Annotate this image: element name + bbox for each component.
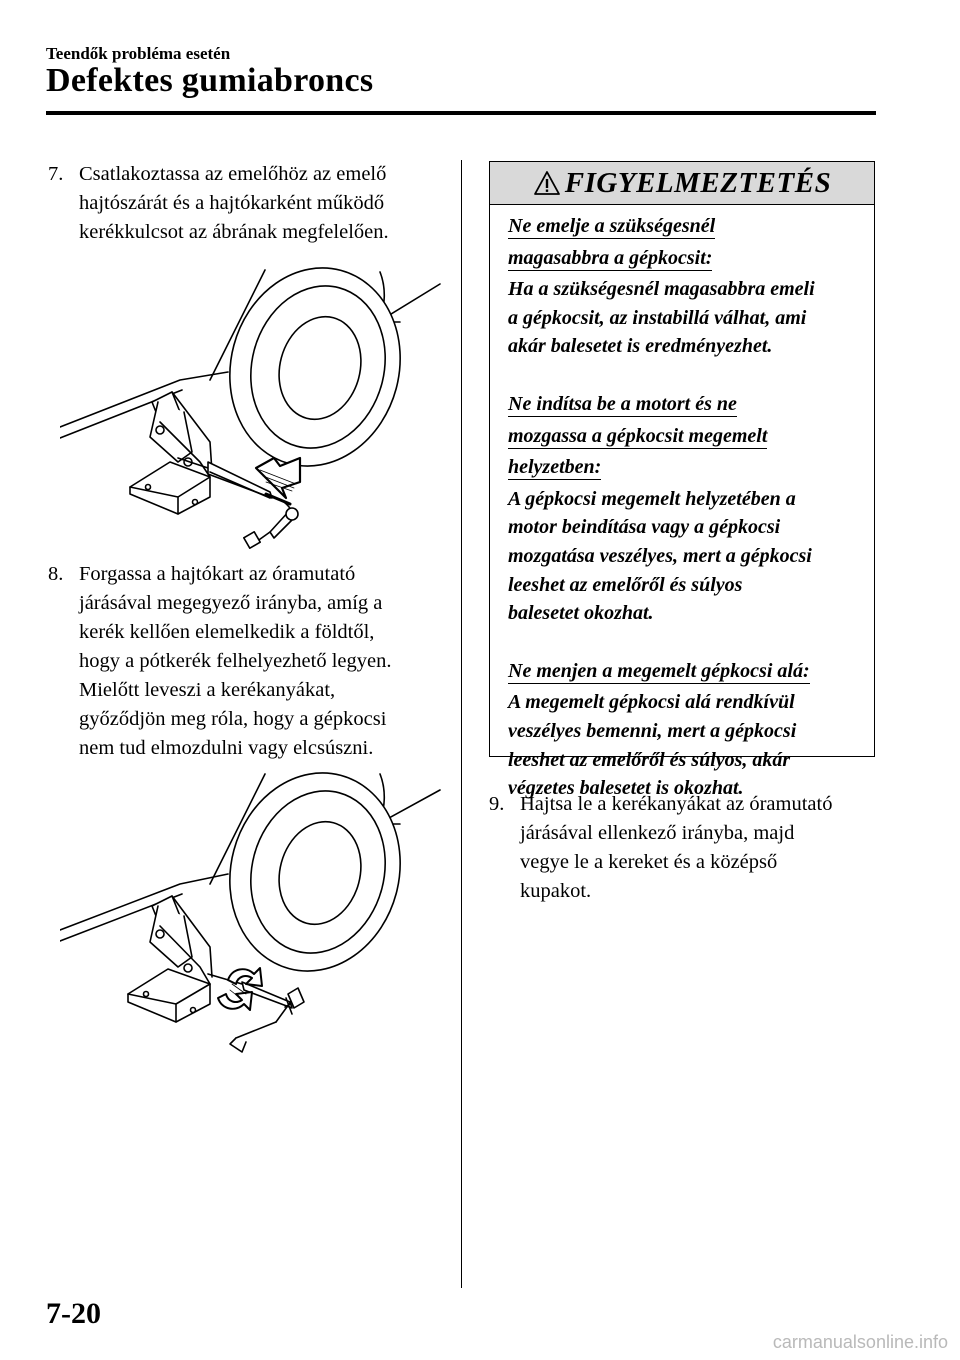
text-line: A megemelt gépkocsi alá rendkívül	[508, 691, 795, 714]
text-line: a gépkocsit, az instabillá válhat, ami	[508, 306, 807, 329]
step-9	[489, 790, 889, 906]
warning-box	[489, 161, 875, 800]
text-line: leeshet az emelőről és súlyos, akár	[508, 748, 791, 771]
step-line: hajtószárát és a hajtókarként működő	[79, 192, 385, 214]
watermark-url: carmanualsonline.info	[772, 1332, 948, 1352]
jack-attach-illustration	[60, 262, 450, 562]
heading-line: Ne indítsa be a motort és ne	[508, 392, 737, 415]
column-divider	[461, 160, 462, 1288]
step-number: 9.	[489, 793, 505, 815]
warning-block-heading	[508, 390, 863, 485]
page-number: 7-20	[46, 1297, 101, 1330]
step-7	[48, 160, 448, 247]
warning-header	[490, 162, 874, 205]
warning-block-text	[508, 485, 863, 628]
step-line: győződjön meg róla, hogy a gépkocsi	[79, 708, 387, 730]
step-line: Mielőtt leveszi a kerékanyákat,	[79, 679, 336, 701]
step-number: 7.	[48, 163, 64, 185]
section-label: Teendők probléma esetén	[46, 44, 231, 63]
heading-line: helyzetben:	[508, 456, 602, 479]
step-line: Hajtsa le a kerékanyákat az óramutató	[520, 793, 833, 815]
step-line: Forgassa a hajtókart az óramutató	[79, 563, 356, 585]
heading-line: magasabbra a gépkocsit:	[508, 246, 713, 269]
text-line: veszélyes bemenni, mert a gépkocsi	[508, 719, 797, 742]
text-line: Ha a szükségesnél magasabbra emeli	[508, 278, 815, 301]
warning-block-heading	[508, 212, 863, 275]
heading-line: mozgassa a gépkocsit megemelt	[508, 424, 768, 447]
text-line: végzetes balesetet is okozhat.	[508, 777, 744, 800]
text-line: akár balesetet is eredményezhet.	[508, 335, 773, 358]
warning-block-text	[508, 688, 863, 802]
title-rule	[46, 111, 876, 115]
step-line: kerékkulcsot az ábrának megfelelően.	[79, 221, 389, 243]
warning-block-heading	[508, 657, 863, 689]
warning-title: FIGYELMEZTETÉS	[564, 166, 832, 199]
step-line: Csatlakoztassa az emelőhöz az emelő	[79, 163, 387, 185]
text-line: leeshet az emelőről és súlyos	[508, 573, 743, 596]
step-line: kupakot.	[520, 880, 592, 902]
text-line: mozgatása veszélyes, mert a gépkocsi	[508, 544, 812, 567]
step-line: hogy a pótkerék felhelyezhető legyen.	[79, 650, 392, 672]
step-line: nem tud elmozdulni vagy elcsúszni.	[79, 737, 374, 759]
step-line: kerék kellően elemelkedik a földtől,	[79, 621, 375, 643]
heading-line: Ne emelje a szükségesnél	[508, 215, 716, 237]
jack-raise-illustration	[60, 762, 450, 1062]
step-number: 8.	[48, 563, 64, 585]
heading-line: Ne menjen a megemelt gépkocsi alá:	[508, 659, 810, 682]
step-line: vegye le a kereket és a középső	[520, 851, 778, 873]
text-line: A gépkocsi megemelt helyzetében a	[508, 487, 796, 510]
text-line: balesetet okozhat.	[508, 602, 654, 625]
page-title: Defektes gumiabroncs	[46, 62, 374, 99]
warning-body	[508, 212, 863, 803]
text-line: motor beindítása vagy a gépkocsi	[508, 516, 781, 539]
step-8	[48, 560, 458, 763]
step-line: járásával megegyező irányba, amíg a	[79, 592, 383, 614]
step-line: járásával ellenkező irányba, majd	[520, 822, 795, 844]
warning-triangle-icon	[533, 170, 561, 196]
warning-block-text	[508, 275, 863, 361]
